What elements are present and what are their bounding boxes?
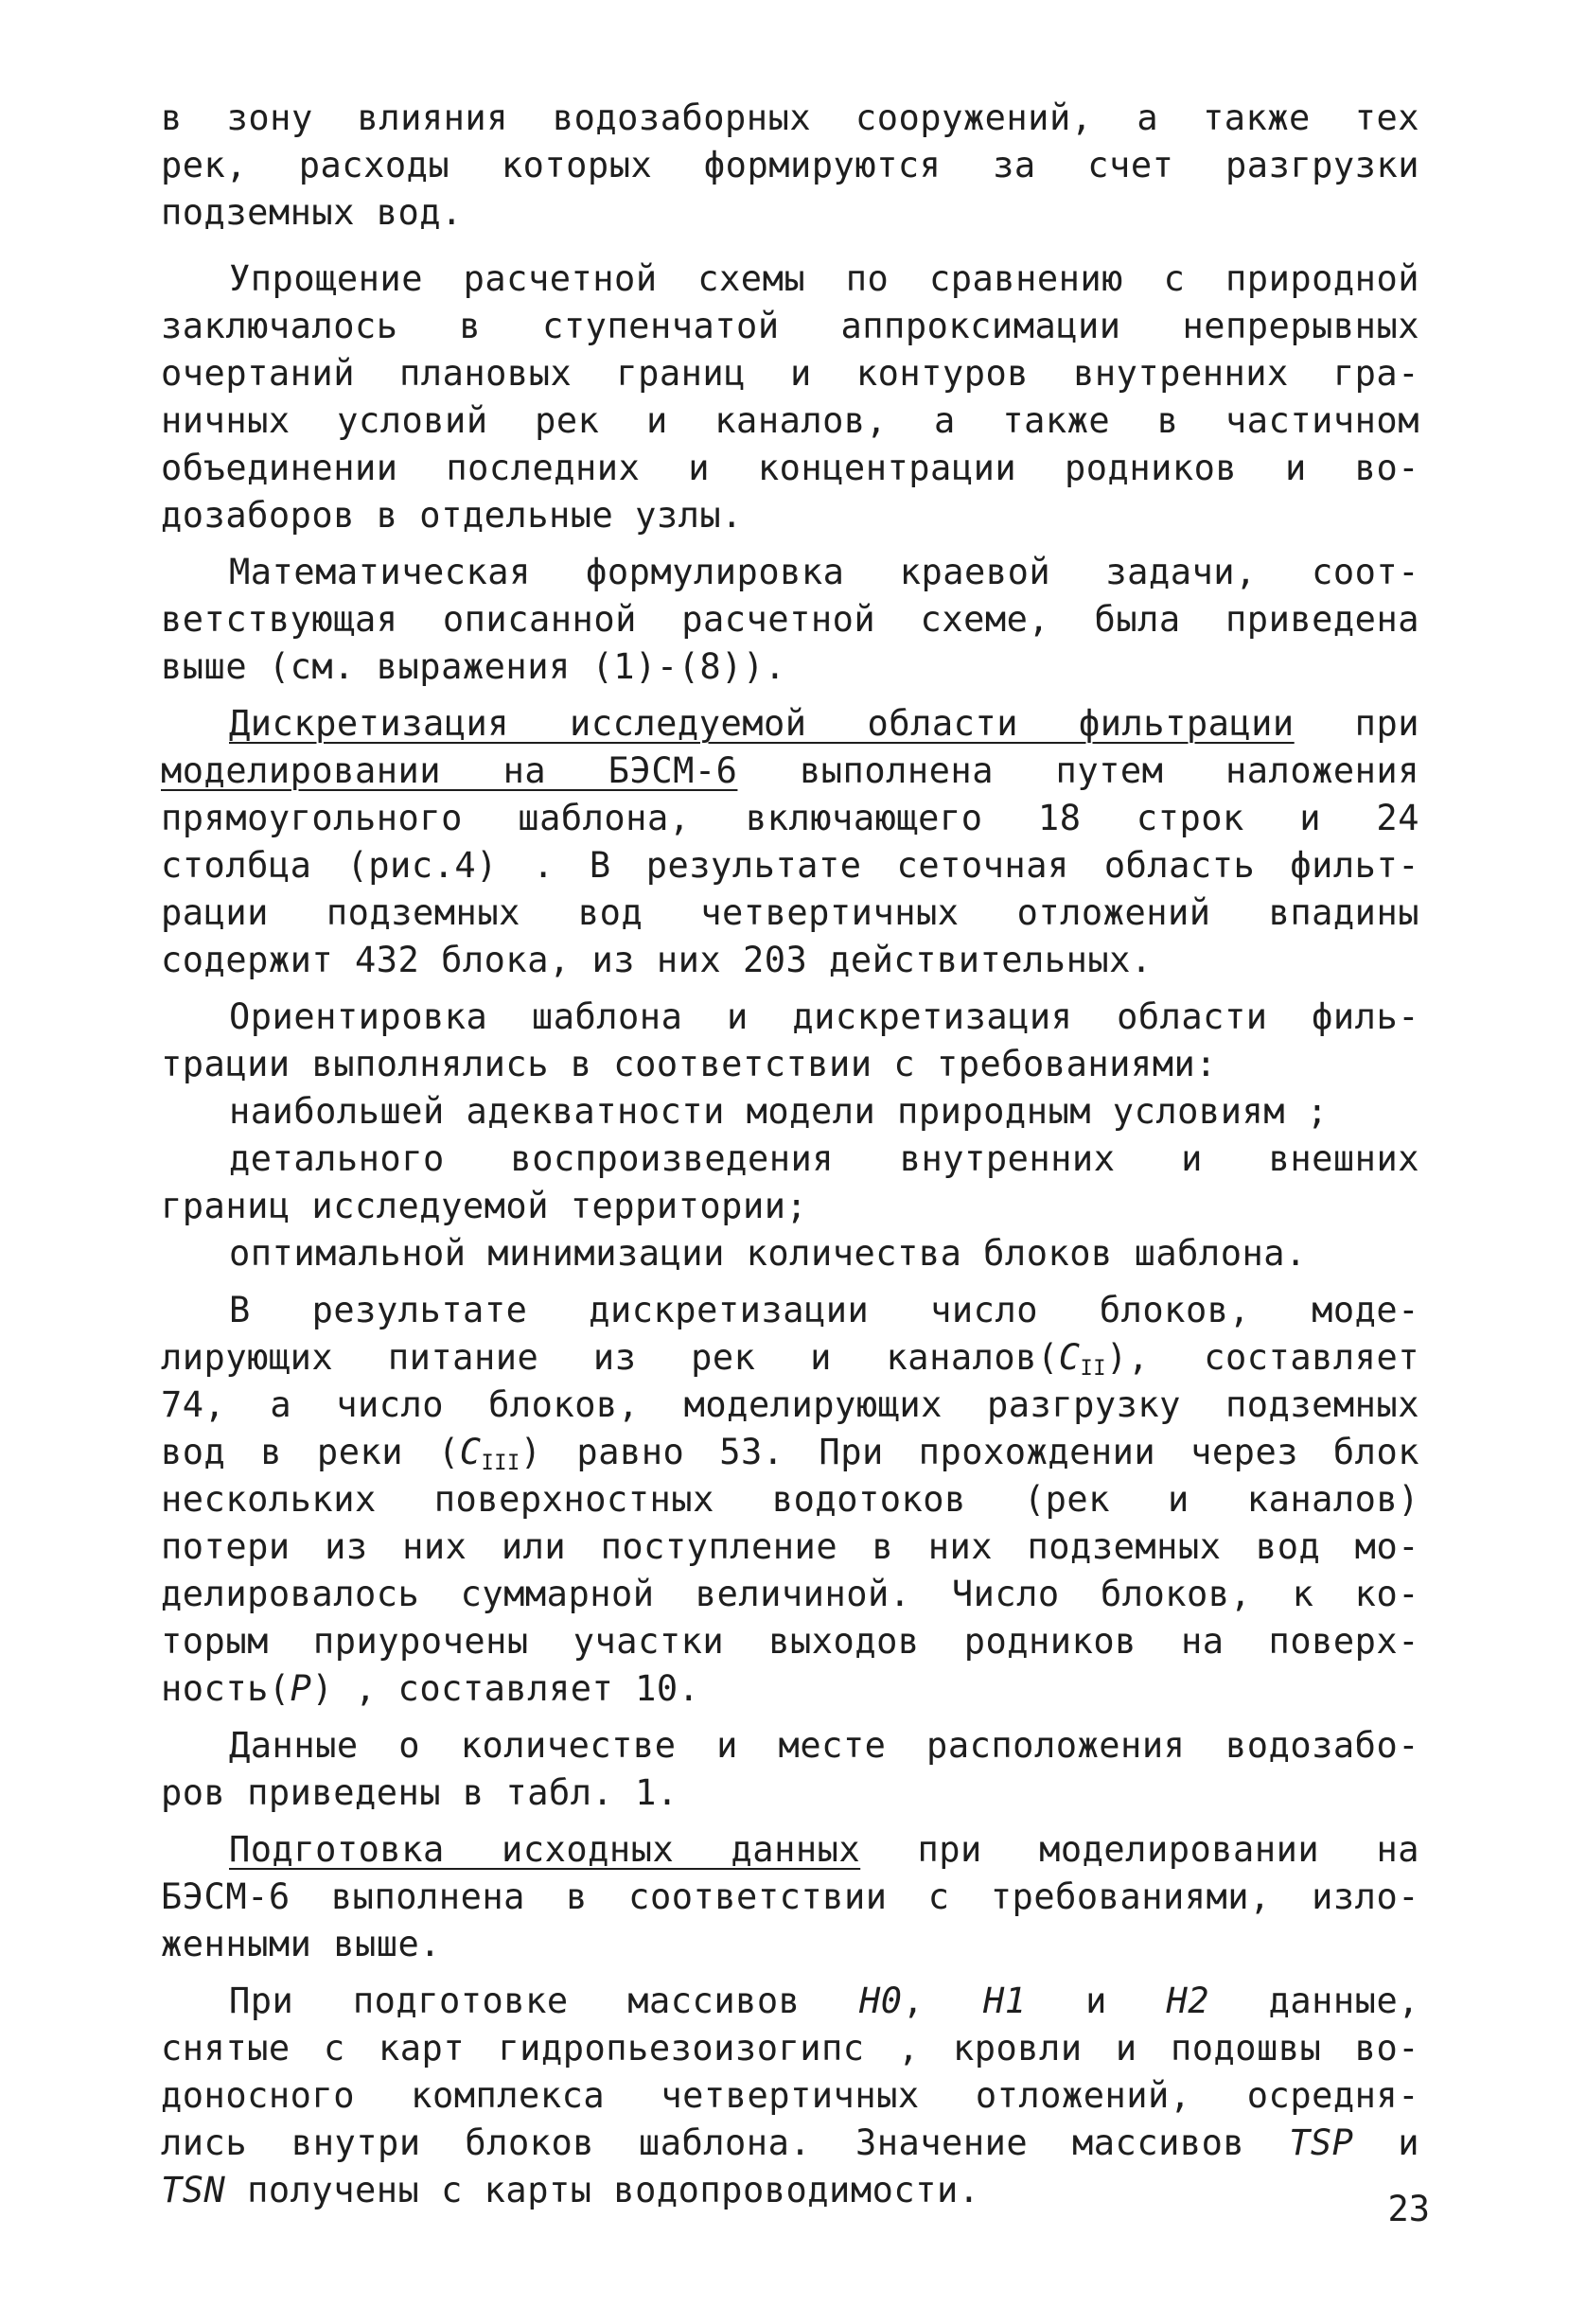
text-line: рации подземных вод четвертичных отложений впадины — [161, 892, 1419, 933]
text-line: нескольких поверхностных водотоков (рек и каналов) — [161, 1479, 1419, 1520]
text-line: лись внутри блоков шаблона. Значение массивов TSP и — [161, 2122, 1420, 2163]
paragraph-3 — [161, 549, 1419, 691]
subscript: III — [481, 1452, 520, 1475]
subscript: II — [1080, 1357, 1107, 1381]
array-name: H0 — [859, 1981, 903, 2021]
text-line: TSN получены с карты водопроводимости. — [161, 2170, 980, 2210]
text-line: в зону влияния водозаборных сооружений, а также тех — [161, 97, 1419, 138]
text-line: границ исследуемой территории; — [161, 1186, 808, 1226]
text-line: ничных условий рек и каналов, а также в частичном — [161, 400, 1419, 441]
text-line: торым приурочены участки выходов родников на поверх- — [161, 1621, 1419, 1662]
array-name: H2 — [1166, 1981, 1209, 2021]
text-line: содержит 432 блока, из них 203 действительных. — [161, 940, 1153, 980]
text-line: лирующих питание из рек и $каналов(C_{II})$, составляет — [161, 1337, 1419, 1381]
text-line: В результате дискретизации число блоков, моде- — [229, 1290, 1419, 1330]
paragraph-blocks — [161, 1287, 1419, 1713]
underlined-heading: Подготовка исходных данных — [229, 1829, 861, 1870]
array-name: TSP — [1289, 2122, 1354, 2163]
symbol-c: C — [459, 1432, 482, 1472]
requirement-item — [161, 1088, 1419, 1136]
paragraph-1 — [161, 95, 1419, 237]
array-name: TSN — [161, 2170, 226, 2210]
text-line: Ориентировка шаблона и дискретизация области филь- — [229, 996, 1419, 1037]
paragraph-4 — [161, 700, 1419, 984]
text-line: 74, а число блоков, моделирующих разгрузку подземных — [161, 1384, 1419, 1425]
text-line: Дискретизация исследуемой области фильтрации при — [229, 703, 1419, 744]
text-line: делировалось суммарной величиной. Число блоков, к ко- — [161, 1574, 1419, 1614]
text-line: моделировании на БЭСМ-6 выполнена путем наложения — [161, 750, 1419, 791]
underlined-heading: моделировании на БЭСМ-6 — [161, 750, 738, 791]
text-line: дозаборов в отдельные узлы. — [161, 495, 743, 536]
text-line: наибольшей адекватности модели природным условиям ; — [229, 1091, 1329, 1132]
text-line: Данные о количестве и месте расположения водозабо- — [229, 1725, 1419, 1766]
text-line: детального воспроизведения внутренних и внешних — [229, 1138, 1419, 1179]
symbol-c: C — [1058, 1337, 1081, 1378]
requirement-item — [161, 1230, 1419, 1277]
paragraph-preparation — [161, 1826, 1419, 1968]
text-line: вод в реки $(C_{III})$ равно 53. При прохождении через блок — [161, 1432, 1419, 1475]
text-line: ветствующая описанной расчетной схеме, была приведена — [161, 599, 1419, 640]
text-line: оптимальной минимизации количества блоков шаблона. — [229, 1233, 1307, 1274]
text-line: заключалось в ступенчатой аппроксимации непрерывных — [161, 306, 1419, 346]
underlined-heading: Дискретизация исследуемой области фильтрации — [229, 703, 1295, 744]
text-line: прямоугольного шаблона, включающего 18 строк и 24 — [161, 798, 1419, 838]
text-line: трации выполнялись в соответствии с требованиями: — [161, 1044, 1218, 1084]
text-line: Математическая формулировка краевой задачи, соот- — [229, 552, 1419, 592]
text-line: очертаний плановых границ и контуров внутренних гра- — [161, 353, 1419, 394]
text-line: подземных вод. — [161, 192, 463, 233]
text-line: женными выше. — [161, 1924, 442, 1964]
text-line: ров приведены в табл. 1. — [161, 1772, 678, 1813]
paragraph-2 — [161, 255, 1419, 539]
text-line: выше (см. выражения (1)-(8)). — [161, 646, 786, 687]
requirement-item — [161, 1136, 1419, 1230]
paragraph-arrays — [161, 1978, 1419, 2214]
text-line: ность(P) , составляет 10. — [161, 1668, 700, 1709]
document-page — [161, 95, 1419, 2214]
text-line: БЭСМ-6 выполнена в соответствии с требованиями, изло- — [161, 1876, 1419, 1917]
text-line: При подготовке массивов H0, H1 и H2 данные, — [229, 1981, 1420, 2021]
text-line: объединении последних и концентрации родников и во- — [161, 448, 1419, 488]
text-line: снятые с карт гидропьезоизогипс , кровли и подошвы во- — [161, 2028, 1419, 2069]
page-number: 23 — [1387, 2189, 1430, 2229]
text-line: рек, расходы которых формируются за счет разгрузки — [161, 145, 1419, 185]
symbol-p: P — [290, 1668, 312, 1709]
text-line: столбца (рис.4) . В результате сеточная область фильт- — [161, 845, 1419, 886]
paragraph-5 — [161, 994, 1419, 1088]
paragraph-intakes — [161, 1722, 1419, 1817]
text-line: доносного комплекса четвертичных отложений, осредня- — [161, 2075, 1419, 2116]
array-name: H1 — [982, 1981, 1027, 2021]
text-line: Упрощение расчетной схемы по сравнению с природной — [229, 258, 1419, 299]
text-line: Подготовка исходных данных при моделировании на — [229, 1829, 1419, 1870]
text-line: потери из них или поступление в них подземных вод мо- — [161, 1526, 1419, 1567]
